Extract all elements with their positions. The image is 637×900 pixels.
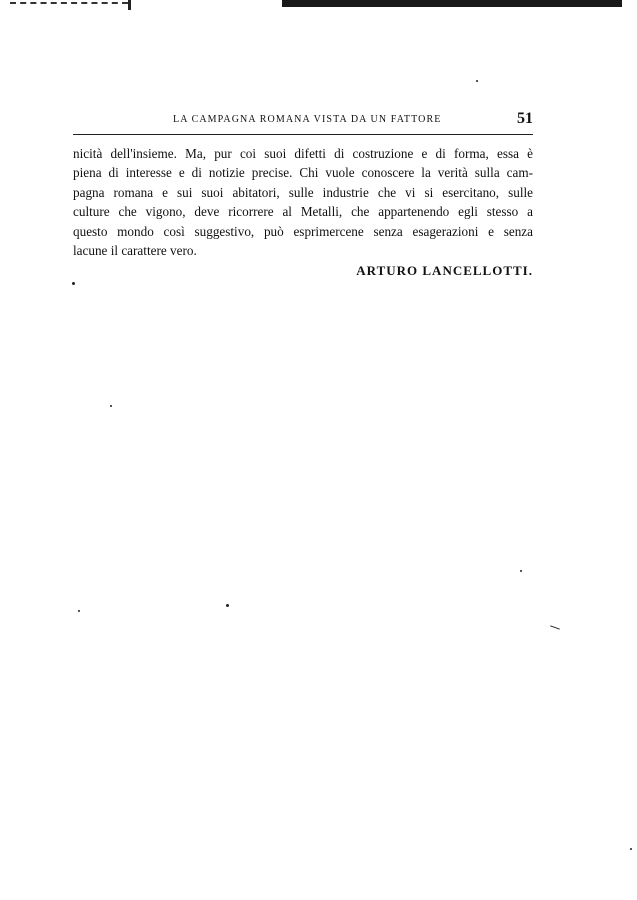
scan-speck	[630, 848, 632, 850]
text-line: culture che vigono, deve ricorrere al Metalli, che appartenendo egli stesso a	[73, 204, 533, 220]
header-rule	[73, 134, 533, 135]
scan-speck	[78, 610, 80, 612]
scan-speck	[226, 604, 229, 607]
text-line: piena di interesse e di notizie precise. Chi vuole conoscere la verità sulla cam-	[73, 165, 533, 181]
text-line: questo mondo così suggestivo, può esprimercene senza esagerazioni e senza	[73, 223, 533, 239]
body-paragraph	[73, 144, 533, 260]
author-signature: ARTURO LANCELLOTTI.	[356, 263, 533, 278]
running-title: LA CAMPAGNA ROMANA VISTA DA UN FATTORE	[173, 114, 442, 125]
text-line: nicità dell'insieme. Ma, pur coi suoi difetti di costruzione e di forma, essa è	[73, 146, 533, 161]
scan-speck	[110, 405, 112, 407]
text-line: pagna romana e sui suoi abitatori, sulle industrie che vi si esercitano, sulle	[73, 184, 533, 200]
scan-edge-artifact	[282, 0, 622, 7]
scan-speck	[476, 80, 478, 82]
scan-edge-artifact	[10, 2, 128, 10]
scan-edge-artifact	[128, 0, 131, 10]
scan-speck	[550, 625, 560, 629]
page-number: 51	[517, 110, 533, 127]
text-line: lacune il carattere vero.	[73, 243, 197, 259]
running-header	[73, 110, 533, 134]
scan-speck	[72, 282, 75, 285]
scan-speck	[520, 570, 522, 572]
